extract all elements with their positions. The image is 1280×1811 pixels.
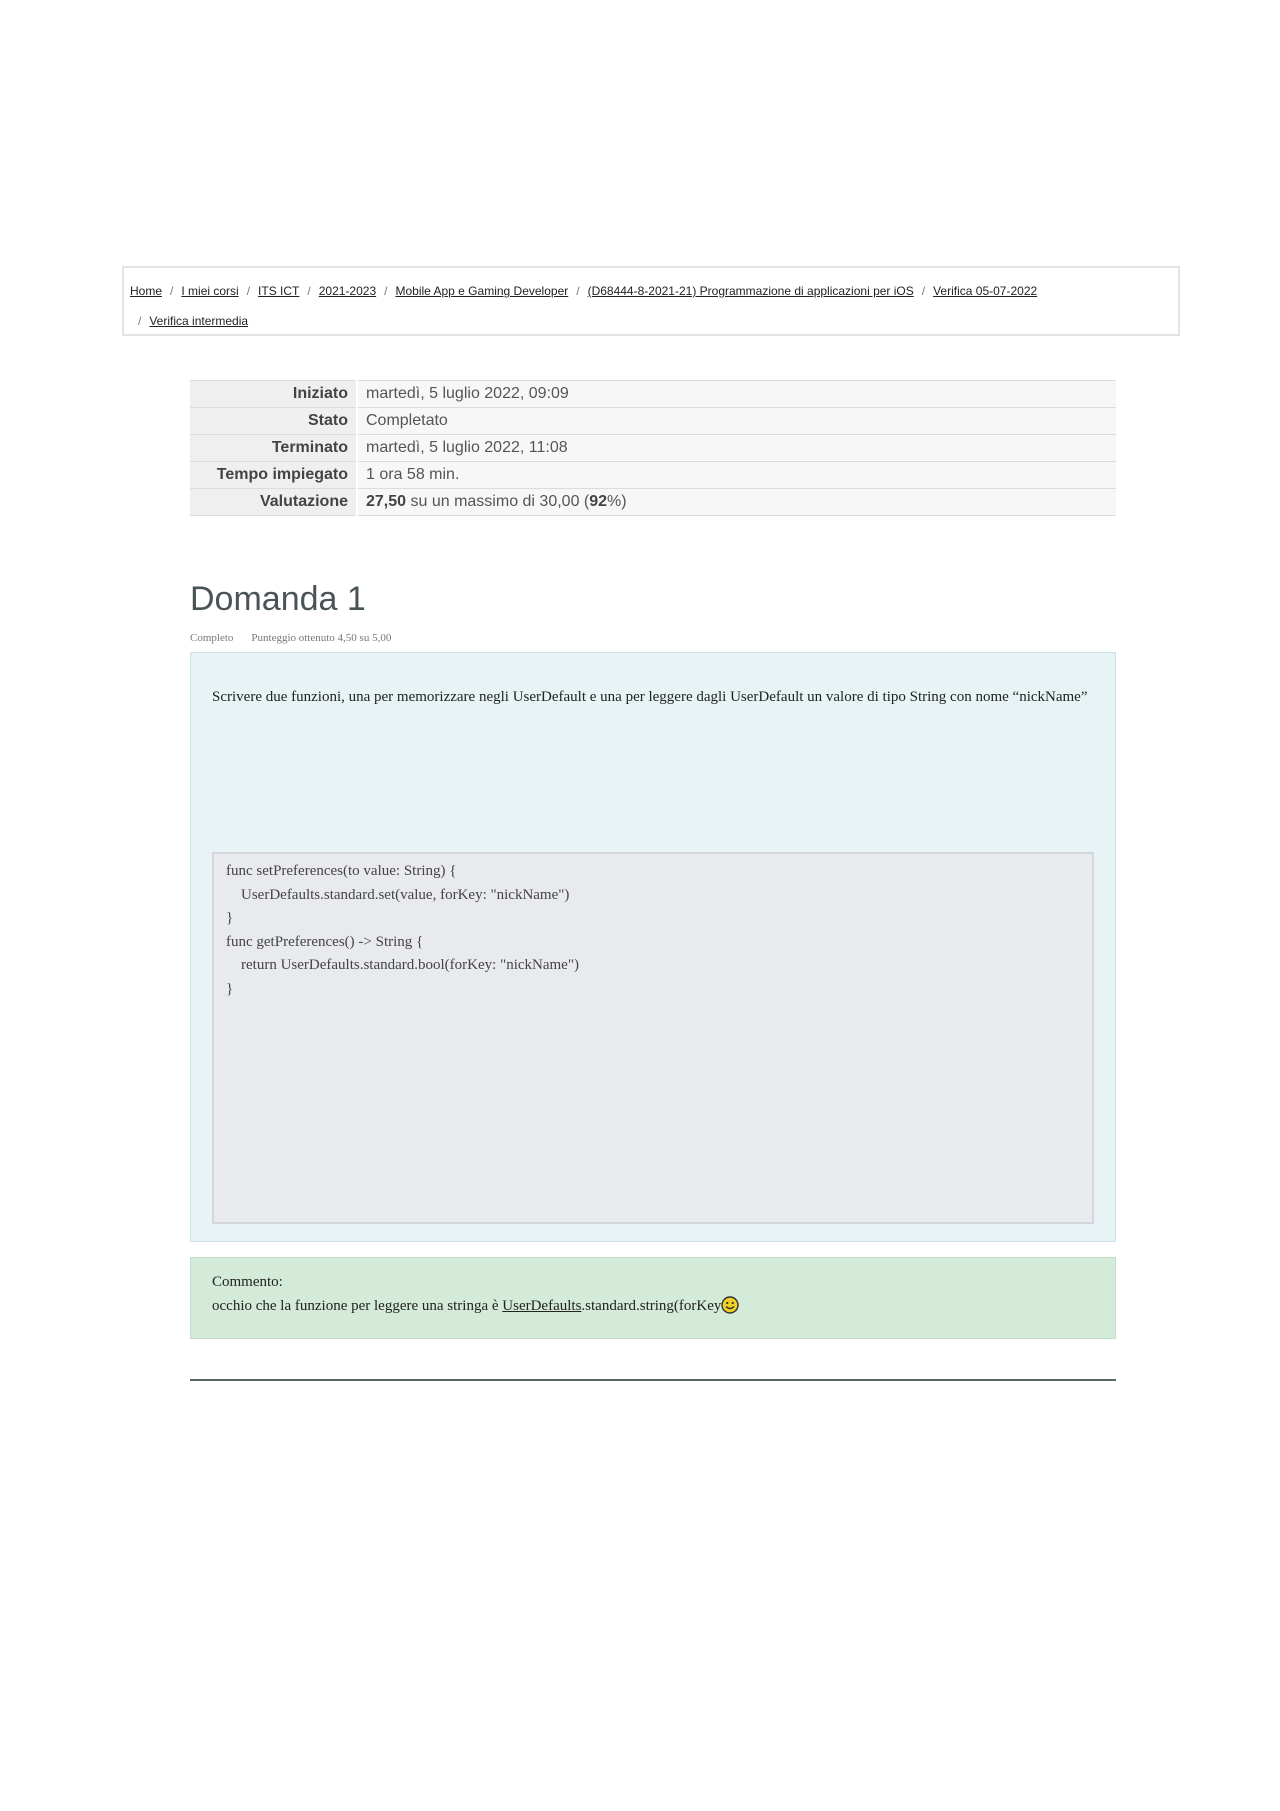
summary-row [190, 408, 1116, 435]
summary-label: Iniziato [190, 381, 357, 408]
breadcrumb-my-courses[interactable]: I miei corsi [181, 284, 239, 298]
attempt-summary-table [190, 380, 1116, 516]
answer-line: func getPreferences() -> String { [226, 933, 424, 950]
breadcrumb-separator: / [246, 284, 251, 298]
grade-percent-sign: %) [607, 493, 627, 510]
question-box [190, 652, 1116, 1242]
question-points: Punteggio ottenuto 4,50 su 5,00 [251, 632, 392, 644]
comment-text-before: occhio che la funzione per leggere una stringa è [212, 1298, 503, 1314]
summary-row-grade [190, 489, 1116, 516]
question-text: Scrivere due funzioni, una per memorizzare negli UserDefault e una per leggere dagli UserDefault un valore di tipo String con nome “nickName” [212, 689, 1088, 705]
summary-value: 1 ora 58 min. [357, 462, 1116, 489]
comment-underlined-code: UserDefaults [502, 1298, 582, 1314]
breadcrumb-quiz[interactable]: Verifica 05-07-2022 [933, 284, 1038, 298]
summary-row [190, 381, 1116, 408]
comment-label: Commento: [212, 1274, 283, 1290]
comment-text-after: .standard.string(forKey [581, 1298, 722, 1314]
summary-label: Tempo impiegato [190, 462, 357, 489]
breadcrumb-separator: / [170, 284, 174, 298]
grade-score: 27,50 [366, 493, 407, 510]
breadcrumb-separator: / [384, 284, 388, 298]
summary-value: martedì, 5 luglio 2022, 09:09 [357, 381, 1116, 408]
answer-line: func setPreferences(to value: String) { [226, 863, 457, 879]
question-title: Domanda 1 [190, 580, 366, 618]
breadcrumb-category[interactable]: Mobile App e Gaming Developer [395, 284, 569, 298]
breadcrumb-separator: / [576, 284, 580, 298]
answer-line: return UserDefaults.standard.bool(forKey: "nickName") [226, 957, 579, 973]
grade-value [357, 489, 1116, 516]
summary-label: Stato [190, 408, 357, 435]
breadcrumb-year[interactable]: 2021-2023 [318, 284, 377, 298]
breadcrumb-home[interactable]: Home [130, 284, 163, 298]
answer-line: } [226, 910, 234, 926]
answer-line: UserDefaults.standard.set(value, forKey: "nickName") [226, 886, 570, 903]
breadcrumb-separator: / [307, 284, 311, 298]
comment-text [212, 1294, 1094, 1318]
breadcrumb-separator: / [921, 284, 926, 298]
summary-value: martedì, 5 luglio 2022, 11:08 [357, 435, 1116, 462]
breadcrumb [122, 266, 1180, 336]
breadcrumb-separator: / [138, 314, 142, 328]
grade-max: su un massimo di 30,00 ( [406, 493, 590, 510]
question-status: Completo [190, 632, 234, 644]
summary-row [190, 462, 1116, 489]
question-info [190, 632, 391, 644]
summary-row [190, 435, 1116, 462]
section-divider [190, 1379, 1116, 1381]
summary-label: Terminato [190, 435, 357, 462]
breadcrumb-course[interactable]: (D68444-8-2021-21) Programmazione di applicazioni per iOS [587, 284, 914, 298]
grade-percent: 92 [589, 493, 608, 510]
feedback-comment [190, 1257, 1116, 1339]
smiley-icon [721, 1296, 739, 1314]
breadcrumb-its-ict[interactable]: ITS ICT [258, 284, 300, 298]
summary-value: Completato [357, 408, 1116, 435]
answer-line: } [226, 980, 234, 997]
grade-label: Valutazione [190, 489, 357, 516]
breadcrumb-current[interactable]: Verifica intermedia [149, 314, 249, 328]
answer-textarea[interactable] [212, 852, 1094, 1224]
